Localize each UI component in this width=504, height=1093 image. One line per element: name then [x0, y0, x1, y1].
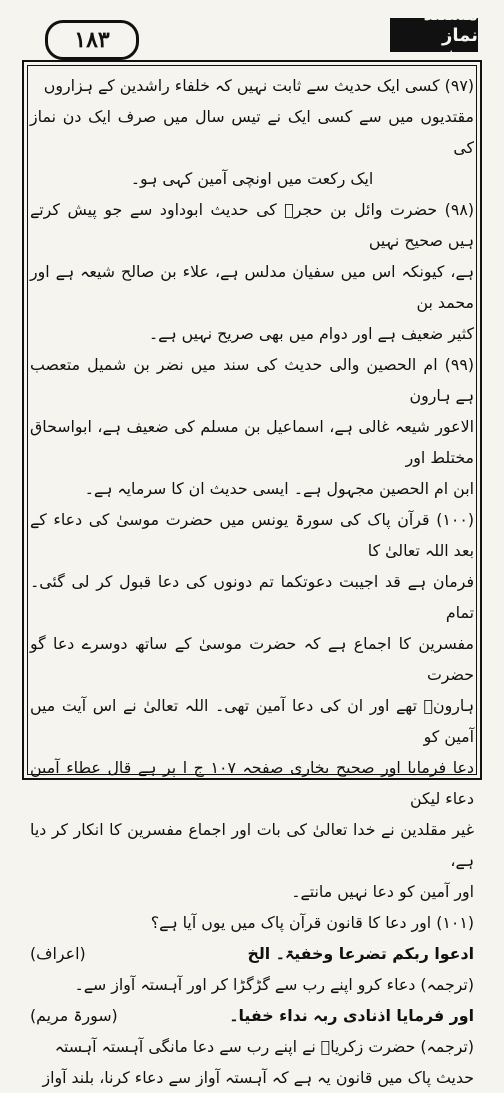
closing-line: حدیث پاک میں قانون یہ ہے کہ آہستہ آواز سے دعاء کرنا، بلند آواز	[42, 1068, 474, 1087]
paragraph-99-line-2: الاعور شیعہ غالی ہے، اسماعیل بن مسلم کی ضعیف ہے، ابواسحاق مختلط اور	[30, 417, 474, 467]
paragraph-100-line-7: اور آمین کو دعا نہیں مانتے۔	[291, 882, 474, 901]
paragraph-100-line-2: فرمان ہے قد اجیبت دعوتکما تم دونوں کی دعا قبول کر لی گئی۔ تمام	[30, 572, 474, 622]
paragraph-98-line-2: ہے، کیونکہ اس میں سفیان مدلس ہے، علاء بن صالح شیعہ ہے اور محمد بن	[30, 262, 474, 312]
verse-2-translation: (ترجمہ) حضرت زکریاؑ نے اپنے رب سے دعا مانگی آہستہ آہستہ	[54, 1037, 474, 1056]
verse-1-reference: (اعراف)	[30, 944, 86, 963]
paragraph-98-line-1: (٩٨) حضرت وائل بن حجرؓ کی حدیث ابوداود سے جو پیش کرتے ہیں صحیح نہیں	[30, 200, 474, 250]
verse-2-reference: (سورۃ مریم)	[30, 1006, 118, 1025]
paragraph-100-line-5: دعا فرمایا اور صحیح بخاری صفحہ ١٠٧ ج ا پر ہے قال عطاء آمین دعاء لیکن	[30, 758, 474, 808]
paragraph-99-line-3: ابن ام الحصین مجہول ہے۔ ایسی حدیث ان کا سرمایہ ہے۔	[84, 479, 474, 498]
verse-1-translation: (ترجمہ) دعاء کرو اپنے رب سے گڑگڑا کر اور آہستہ آواز سے۔	[74, 975, 474, 994]
paragraph-100-line-3: مفسرین کا اجماع ہے کہ حضرت موسیٰ کے ساتھ دوسرے دعا گو حضرت	[30, 634, 474, 684]
paragraph-97-line-2: مقتدیوں میں سے کسی ایک نے تیس سال میں صرف ایک دن نماز کی	[30, 107, 474, 157]
verse-1-row	[30, 938, 474, 969]
paragraph-97-line-1: (٩٧) کسی ایک حدیث سے ثابت نہیں کہ خلفاء راشدین کے ہزاروں	[43, 76, 474, 95]
paragraph-100-line-1: (١٠٠) قرآن پاک کی سورۃ یونس میں حضرت موسیٰ کی دعاء کے بعد اللہ تعالیٰ کا	[30, 510, 474, 560]
verse-2-text: اور فرمایا اذنادی ربہ نداء خفیا۔	[229, 1006, 474, 1025]
paragraph-100-line-4: ہارونؑ تھے اور ان کی دعا آمین تھی۔ اللہ تعالیٰ نے اس آیت میں آمین کو	[30, 696, 474, 746]
verse-1-text: ادعوا ربکم تضرعا وخفیۃ۔ الخ	[247, 944, 474, 963]
paragraph-97-line-3: ایک رکعت میں اونچی آمین کہی ہو۔	[130, 169, 374, 188]
paragraph-98-line-3: کثیر ضعیف ہے اور دوام میں بھی صریح نہیں ہے۔	[148, 324, 474, 343]
paragraph-99-line-1: (٩٩) ام الحصین والی حدیث کی سند میں نضر بن شمیل متعصب ہے ہارون	[30, 355, 474, 405]
book-title: مستند نماز حنفی	[390, 18, 478, 52]
paragraph-101-line-1: (١٠١) اور دعا کا قانون قرآن پاک میں یوں آیا ہے؟	[150, 913, 474, 932]
page-header	[0, 0, 504, 67]
page-number: ١٨٣	[45, 20, 139, 60]
paragraph-100-line-6: غیر مقلدین نے خدا تعالیٰ کی بات اور اجماع مفسرین کا انکار کر دیا ہے،	[30, 820, 474, 870]
verse-2-row	[30, 1000, 474, 1031]
page-body	[30, 70, 474, 1087]
